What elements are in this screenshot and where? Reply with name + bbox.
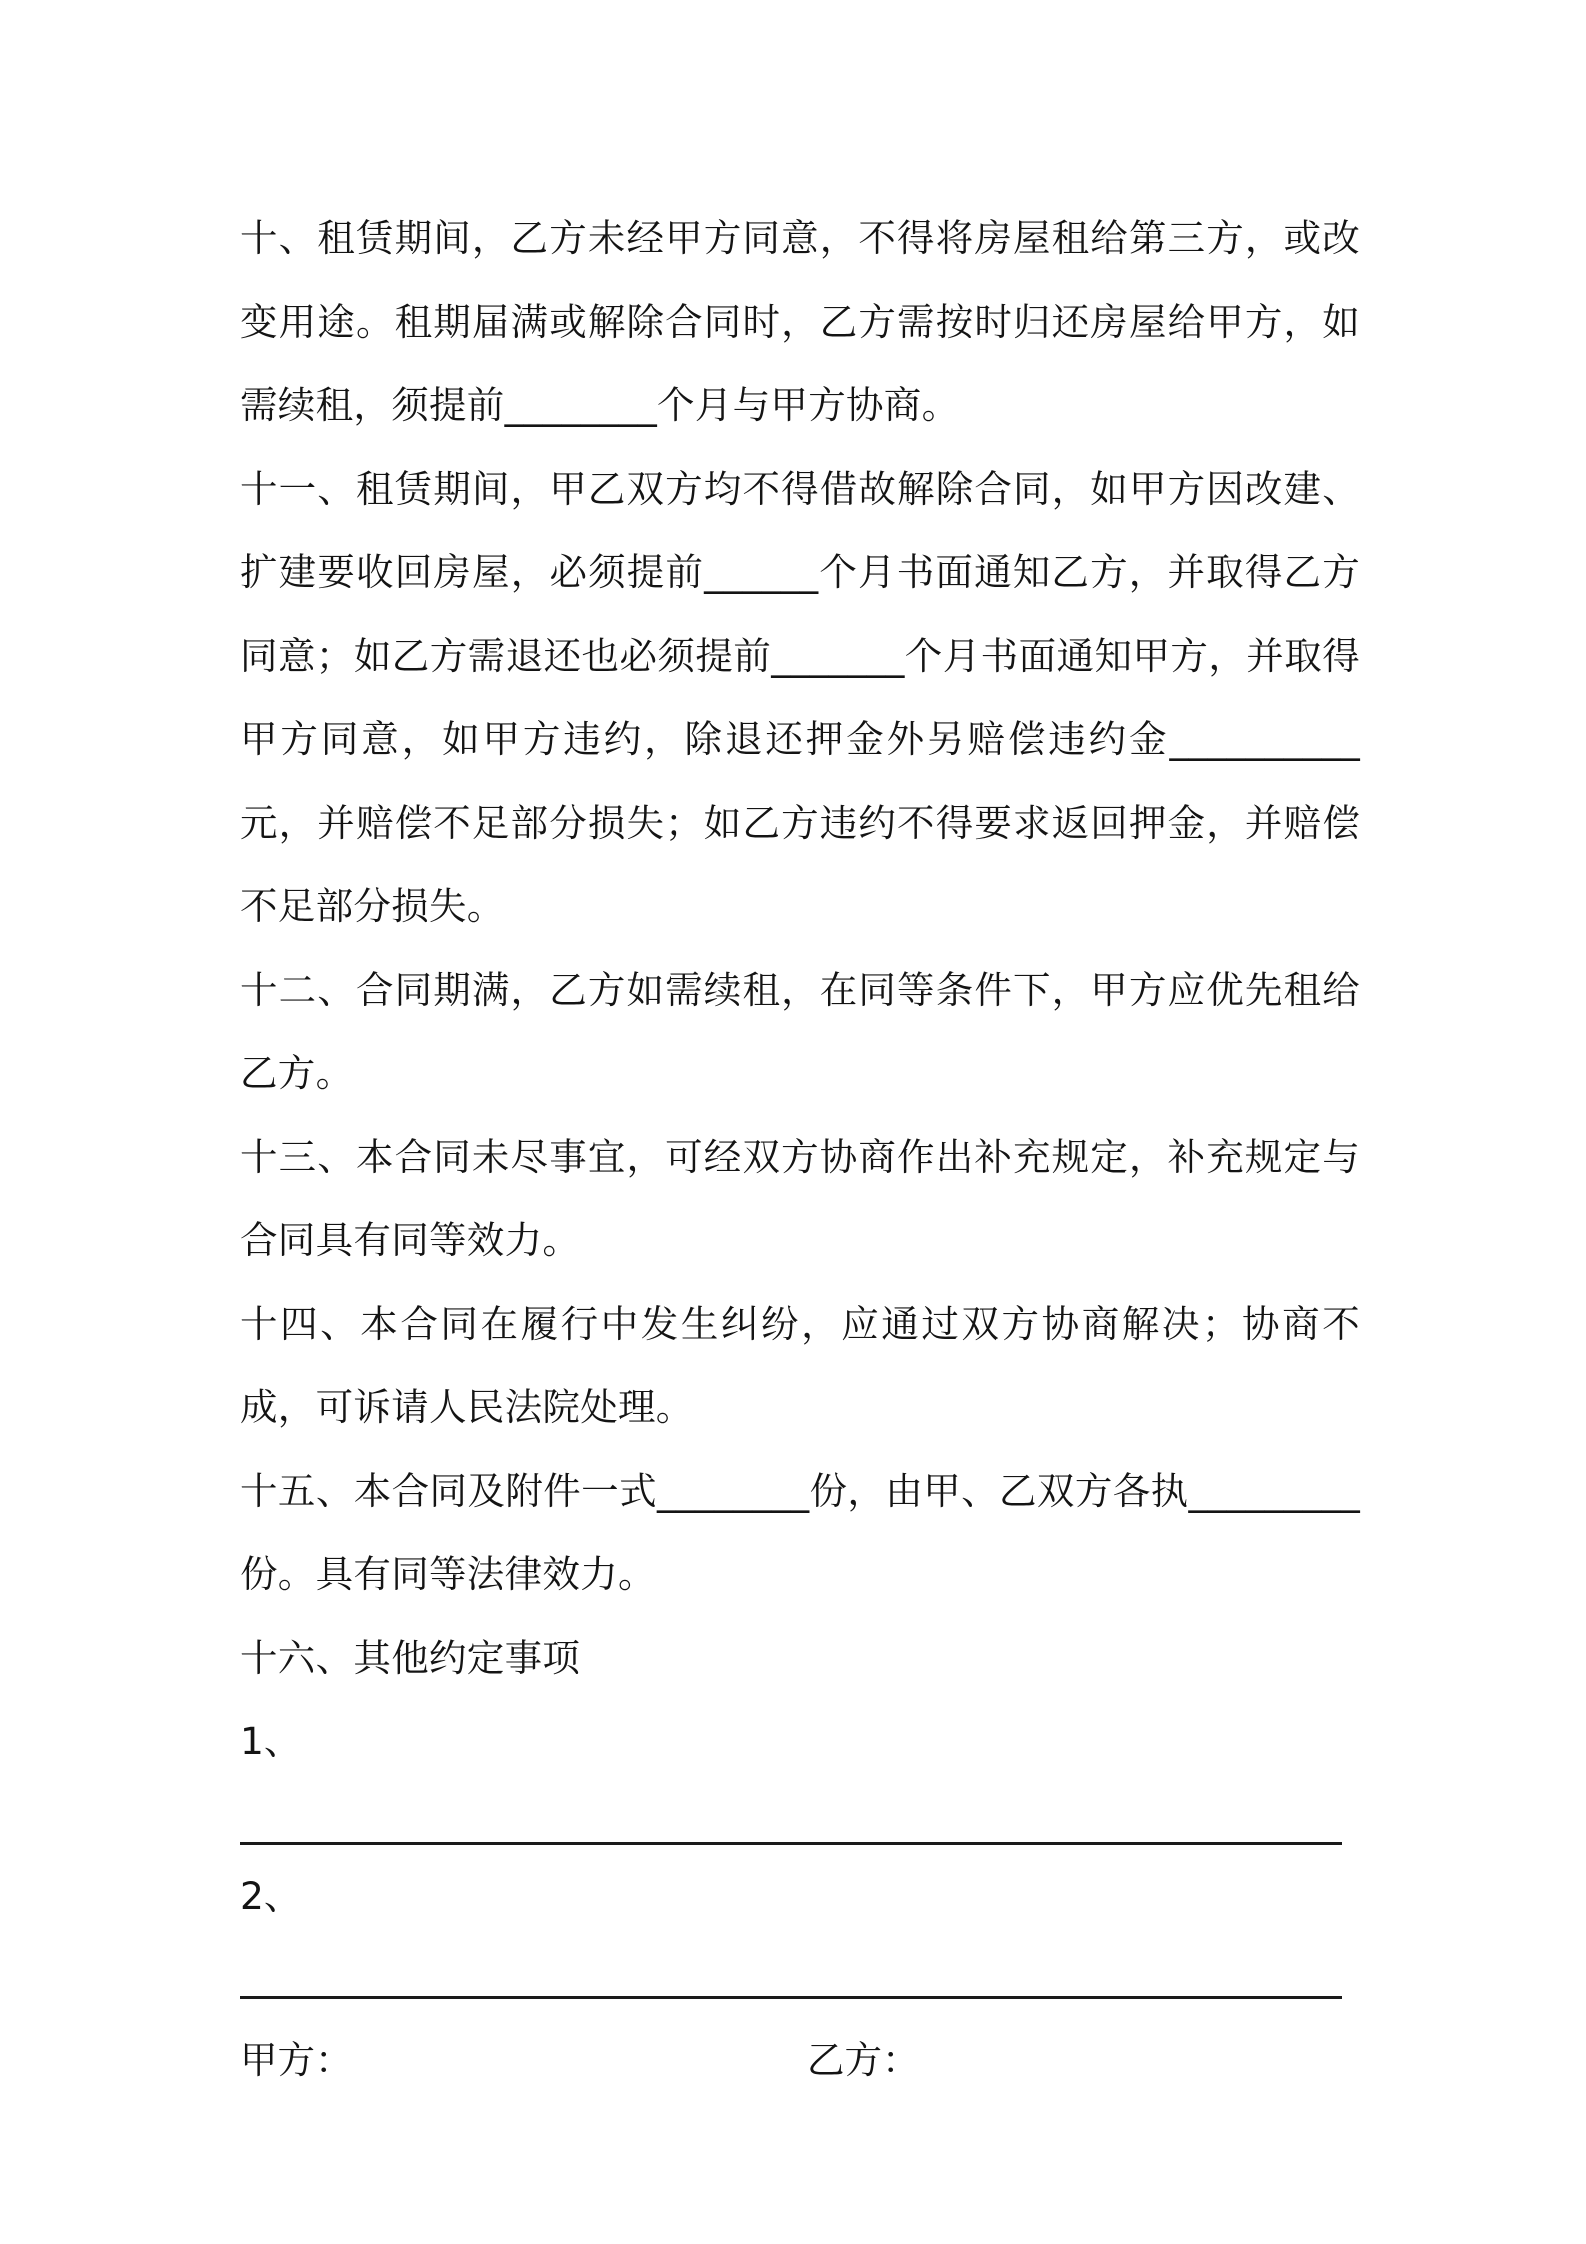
party-a-signature-label: 甲方： xyxy=(240,2038,353,2082)
contract-body xyxy=(240,197,1360,2103)
signature-row xyxy=(240,2019,1360,2103)
party-b-signature-label: 乙方： xyxy=(807,2038,920,2082)
other-item-1-blank-line xyxy=(240,1842,1342,1845)
clause-11: 十一、租赁期间，甲乙双方均不得借故解除合同，如甲方因改建、扩建要收回房屋，必须提前______个月书面通知乙方，并取得乙方同意；如乙方需退还也必须提前_______个月书面通知甲方，并取得甲方同意，如甲方违约，除退还押金外另赔偿违约金__________元，并赔偿不足部分损失；如乙方违约不得要求返回押金，并赔偿不足部分损失。 xyxy=(240,466,1360,928)
clause-10: 十、租赁期间，乙方未经甲方同意，不得将房屋租给第三方，或改变用途。租期届满或解除合同时，乙方需按时归还房屋给甲方，如需续租，须提前________个月与甲方协商。 xyxy=(240,216,1360,427)
clause-13: 十三、本合同未尽事宜，可经双方协商作出补充规定，补充规定与合同具有同等效力。 xyxy=(240,1134,1360,1262)
other-item-1-label: 1、 xyxy=(240,1719,302,1763)
clause-14: 十四、本合同在履行中发生纠纷，应通过双方协商解决；协商不成，可诉请人民法院处理。 xyxy=(240,1301,1360,1429)
other-item-2-blank-line xyxy=(240,1996,1342,1999)
clause-12: 十二、合同期满，乙方如需续租，在同等条件下，甲方应优先租给乙方。 xyxy=(240,967,1360,1095)
clause-16: 十六、其他约定事项 xyxy=(240,1635,581,1680)
clause-15: 十五、本合同及附件一式________份，由甲、乙双方各执_________份。具有同等法律效力。 xyxy=(240,1468,1360,1596)
other-item-2-label: 2、 xyxy=(240,1873,302,1918)
